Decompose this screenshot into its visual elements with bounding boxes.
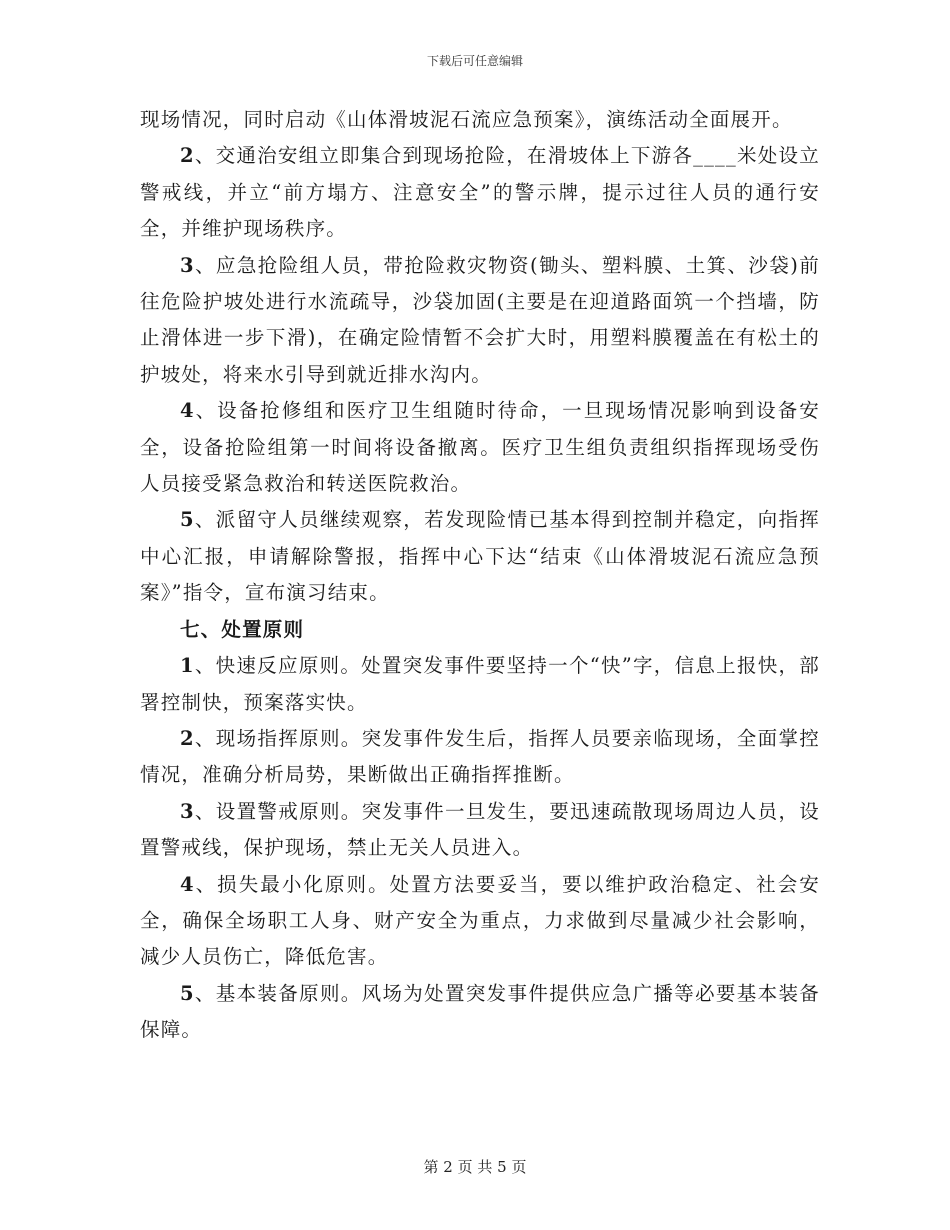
page-footer: 第 2 页 共 5 页 (423, 1158, 527, 1176)
principle-text: 、设置警戒原则。突发事件一旦发生，要迅速疏散现场周边人员，设置警戒线，保护现场，禁止无关人员进入。 (140, 799, 820, 860)
paragraph-continuation (140, 102, 820, 138)
paragraph-step-4 (140, 393, 820, 502)
step-number: 3 (179, 253, 195, 277)
paragraph-text: 、派留守人员继续观察，若发现险情已基本得到控制并稳定，向指挥中心汇报，申请解除警报，指挥中心下达“结束《山体滑坡泥石流应急预案》”指令，宣布演习结束。 (140, 508, 820, 605)
paragraph-text: 、设备抢修组和医疗卫生组随时待命，一旦现场情况影响到设备安全，设备抢险组第一时间将设备撤离。医疗卫生组负责组织指挥现场受伤人员接受紧急救治和转送医院救治。 (140, 399, 820, 496)
paragraph-step-3 (140, 248, 820, 394)
principle-number: 3 (179, 799, 195, 823)
step-number: 4 (179, 399, 195, 423)
paragraph-step-5 (140, 502, 820, 611)
principle-2 (140, 721, 820, 794)
step-number: 5 (179, 508, 195, 532)
paragraph-text: 现场情况，同时启动《山体滑坡泥石流应急预案》，演练活动全面展开。 (140, 108, 793, 131)
principle-number: 2 (179, 726, 195, 750)
principle-text: 、现场指挥原则。突发事件发生后，指挥人员要亲临现场，全面掌控情况，准确分析局势，果断做出正确指挥推断。 (140, 726, 820, 787)
section-heading: 七、处置原则 (179, 617, 305, 641)
principle-text: 、基本装备原则。风场为处置突发事件提供应急广播等必要基本装备保障。 (140, 981, 820, 1042)
principle-number: 1 (179, 654, 195, 678)
principle-number: 4 (179, 872, 195, 896)
paragraph-step-2 (140, 138, 820, 247)
principle-1 (140, 648, 820, 721)
step-number: 2 (179, 144, 195, 168)
principle-text: 、损失最小化原则。处置方法要妥当，要以维护政治稳定、社会安全，确保全场职工人身、财产安全为重点，力求做到尽量减少社会影响，减少人员伤亡，降低危害。 (140, 872, 820, 969)
paragraph-text: 、应急抢险组人员，带抢险救灾物资(锄头、塑料膜、土箕、沙袋)前往危险护坡处进行水流疏导，沙袋加固(主要是在迎道路面筑一个挡墙，防止滑体进一步下滑)，在确定险情暂不会扩大时，用塑料膜覆盖在有松土的护坡处，将来水引导到就近排水沟内。 (140, 253, 820, 386)
document-body (140, 102, 820, 1049)
principle-3 (140, 794, 820, 867)
page-header: 下载后可任意编辑 (426, 54, 523, 68)
paragraph-text: 、交通治安组立即集合到现场抢险，在滑坡体上下游各____米处设立警戒线，并立“前方塌方、注意安全”的警示牌，提示过往人员的通行安全，并维护现场秩序。 (140, 144, 820, 241)
principle-text: 、快速反应原则。处置突发事件要坚持一个“快”字，信息上报快，部署控制快，预案落实快。 (140, 654, 820, 714)
principle-4 (140, 867, 820, 976)
principle-5 (140, 976, 820, 1049)
principle-number: 5 (179, 981, 195, 1005)
